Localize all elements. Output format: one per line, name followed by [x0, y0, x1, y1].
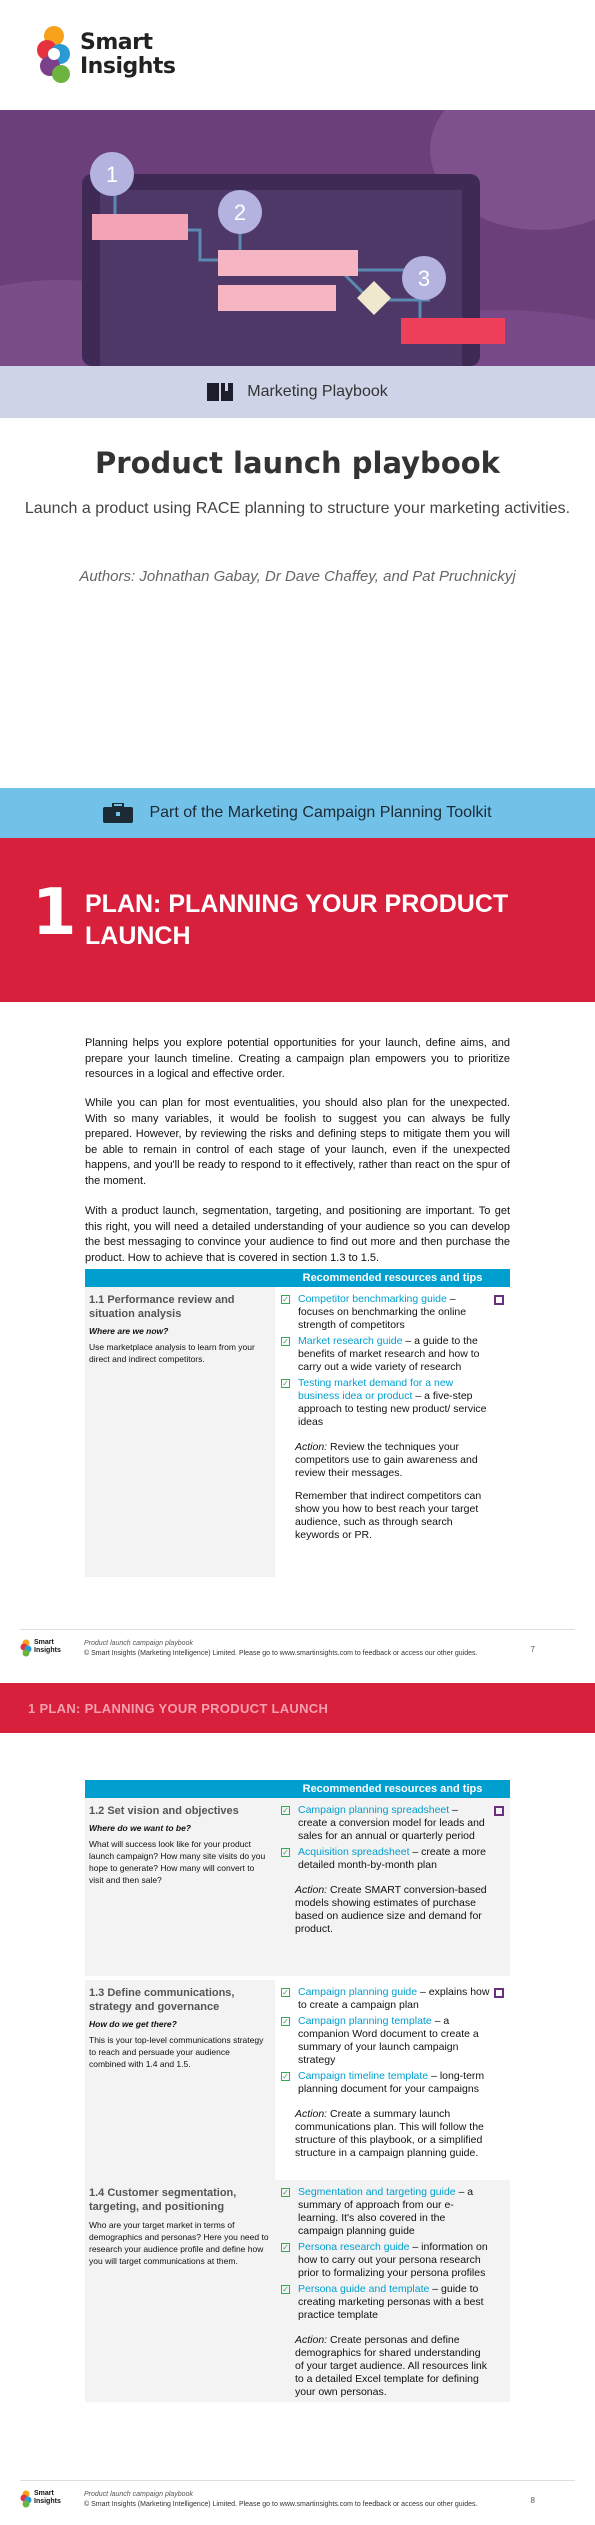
check-icon: ✓ [282, 2017, 289, 2026]
row-resources [275, 1980, 510, 2180]
row-title: 1.4 Customer segmentation, targeting, and positioning [89, 2187, 237, 2213]
row-title: 1.1 Performance review and situation analysis [89, 1294, 235, 1320]
row-question: How do we get there? [89, 2019, 177, 2029]
action-text: Action: Create personas and define demographics for shared understanding of your target audience. All resources link to a detailed Excel template for defining your own personas. [295, 2334, 488, 2398]
resource-link[interactable]: Campaign planning guide [298, 1986, 418, 1998]
resource-link[interactable]: Campaign timeline template [298, 2070, 429, 2082]
step-3-number: 3 [417, 266, 431, 291]
action-text: Action: Review the techniques your competitors use to gain awareness and review their messages. [295, 1441, 478, 1479]
list-item: ✓ Persona research guide – information on how to carry out your persona research prior to formalizing your persona profiles [282, 2241, 488, 2279]
toolkit-bar[interactable] [0, 788, 595, 838]
footer-text: Product launch campaign playbook © Smart Insights (Marketing Intelligence) Limited. Please go to www.smartinsights.com to feedback or access our other guides. [84, 2491, 478, 2508]
resource-link[interactable]: Campaign planning spreadsheet [298, 1804, 450, 1816]
checkbox-icon[interactable] [494, 1806, 504, 1816]
table-header-label: Recommended resources and tips [275, 1780, 510, 1798]
logo-mark-icon [34, 24, 74, 86]
list-item: ✓ Acquisition spreadsheet – create a more detailed month-by-month plan [282, 1846, 486, 1871]
header [0, 0, 595, 110]
logo-word-insights: Insights [80, 54, 176, 79]
resources-table-1 [85, 1269, 510, 1577]
paragraph-3: With a product launch, segmentation, targeting, and positioning are important. To get this right, you will need a detailed understanding of your audience so you can develop the best messaging to convince your audience to find out more and then purchase the product. How to achieve that is covered in section 1.3 to 1.5. [85, 1205, 510, 1264]
resource-link[interactable]: Persona guide and template [298, 2283, 430, 2295]
section-running-header [0, 1683, 595, 1733]
row-resources [275, 1287, 510, 1577]
paragraph-2: While you can plan for most eventualities, you should also plan for the unexpected. With so many variables, it would be foolish to suggest you can always be fully prepared. However, by reviewing the risks and defining steps to mitigate them you will be able to remain in control of each stage of your launch, even if the unexpected happens, and you'll be ready to respond to it effectively, rather than react on the spur of the moment. [85, 1097, 510, 1187]
page-footer [20, 1629, 575, 1657]
section-title: PLAN: PLANNING YOUR PRODUCT LAUNCH [85, 890, 509, 950]
step-2-number: 2 [233, 200, 247, 225]
row-description: Use marketplace analysis to learn from your direct and indirect competitors. [89, 1342, 255, 1364]
hero-graphic [0, 110, 595, 366]
list-item: ✓ Campaign planning spreadsheet – create a conversion model for leads and sales for an annual or quarterly period [282, 1804, 485, 1842]
section-number: 1 [32, 876, 77, 950]
footer-logo: Smart Insights [20, 1639, 61, 1655]
smart-insights-logo[interactable] [34, 24, 176, 86]
check-icon: ✓ [282, 2188, 289, 2197]
paragraph-1: Planning helps you explore potential opportunities for your launch, define aims, and prepare your launch timeline. Creating a campaign plan empowers you to prioritize resources in a logical and effective order. [85, 1037, 510, 1080]
row-resources [275, 1798, 510, 1976]
hero-illustration [0, 110, 595, 366]
list-item: ✓ Testing market demand for a new business idea or product – a five-step approach to testing new product/ service ideas [282, 1377, 487, 1428]
playbook-label-bar [0, 366, 595, 418]
list-item: ✓ Market research guide – a guide to the benefits of market research and how to carry out a wide variety of research [282, 1335, 480, 1373]
checkbox-icon[interactable] [494, 1988, 504, 1998]
section-heading-band [0, 838, 595, 1002]
row-description: What will success look like for your product launch campaign? How many site visits do you hope to generate? How many will convert to visit and then sale? [89, 1839, 266, 1885]
list-item: ✓ Campaign timeline template – long-term planning document for your campaigns [282, 2070, 485, 2095]
toolkit-label: Part of the Marketing Campaign Planning Toolkit [149, 804, 492, 821]
table-header-label: Recommended resources and tips [275, 1269, 510, 1287]
row-topic [85, 2180, 275, 2402]
tip-note: Remember that indirect competitors can show you how to best reach your target audience, such as through search keywords or PR. [295, 1490, 482, 1541]
row-question: Where do we want to be? [89, 1823, 192, 1833]
logo-word-smart: Smart [80, 30, 153, 55]
row-title: 1.2 Set vision and objectives [89, 1805, 239, 1817]
check-icon: ✓ [282, 1379, 289, 1388]
footer-logo-icon [20, 1639, 32, 1657]
row-topic [85, 1287, 275, 1577]
resource-link[interactable]: Competitor benchmarking guide [298, 1293, 447, 1305]
resource-link[interactable]: Segmentation and targeting guide [298, 2186, 456, 2198]
page-subtitle: Launch a product using RACE planning to structure your marketing activities. [24, 500, 571, 517]
table-row [85, 1980, 510, 2180]
checkbox-icon[interactable] [494, 1295, 504, 1305]
table-header [85, 1780, 510, 1798]
logo-wordmark [80, 31, 176, 79]
row-topic [85, 1980, 275, 2180]
action-text: Action: Create a summary launch communications plan. This will follow the structure of this playbook, or a simplified structure in a campaign planning guide. [295, 2108, 484, 2159]
table-row [85, 1287, 510, 1577]
list-item: ✓ Persona guide and template – guide to creating marketing personas with a best practice template [282, 2283, 484, 2321]
check-icon: ✓ [282, 1848, 289, 1857]
resource-link[interactable]: Market research guide [298, 1335, 403, 1347]
row-description: Who are your target market in terms of demographics and personas? Here you need to research your audience profile and define how you will target communications at them. [89, 2220, 269, 2266]
page-footer [20, 2480, 575, 2508]
resources-table-2 [85, 1780, 510, 2402]
row-resources [275, 2180, 510, 2402]
authors: Authors: Johnathan Gabay, Dr Dave Chaffey, and Pat Pruchnickyj [79, 568, 516, 585]
list-item: ✓ Campaign planning guide – explains how to create a campaign plan [282, 1986, 490, 2011]
resource-link[interactable]: Testing market demand for a new business idea or product [298, 1377, 454, 1402]
list-item: ✓ Campaign planning template – a companion Word document to create a summary of your launch campaign strategy [282, 2015, 479, 2066]
row-title: 1.3 Define communications, strategy and governance [89, 1987, 235, 2013]
check-icon: ✓ [282, 2072, 289, 2081]
table-row [85, 2180, 510, 2402]
check-icon: ✓ [282, 1337, 289, 1346]
briefcase-icon [103, 803, 133, 823]
check-icon: ✓ [282, 1988, 289, 1997]
table-header [85, 1269, 510, 1287]
resource-link[interactable]: Campaign planning template [298, 2015, 432, 2027]
action-text: Action: Create SMART conversion-based models showing estimates of purchase based on audience size and demand for product. [295, 1884, 487, 1935]
resource-link[interactable]: Acquisition spreadsheet [298, 1846, 410, 1858]
book-icon [207, 383, 233, 401]
footer-logo-icon [20, 2490, 32, 2508]
table-row [85, 1798, 510, 1976]
running-header-label: 1 PLAN: PLANNING YOUR PRODUCT LAUNCH [28, 1700, 329, 1716]
footer-text: Product launch campaign playbook © Smart Insights (Marketing Intelligence) Limited. Please go to www.smartinsights.com to feedback or access our other guides. [84, 1640, 478, 1657]
list-item: ✓ Segmentation and targeting guide – a summary of approach from our e-learning. It's also covered in the campaign planning guide [282, 2186, 474, 2237]
check-icon: ✓ [282, 2285, 289, 2294]
page-title: Product launch playbook [95, 446, 500, 480]
list-item: ✓ Competitor benchmarking guide – focuses on benchmarking the online strength of competitors [282, 1293, 467, 1331]
row-question: Where are we now? [89, 1326, 169, 1336]
step-1-number: 1 [105, 162, 119, 187]
row-description: This is your top-level communications strategy to reach and persuade your audience combined with 1.4 and 1.5. [89, 2035, 264, 2069]
row-topic [85, 1798, 275, 1976]
check-icon: ✓ [282, 1295, 289, 1304]
resource-link[interactable]: Persona research guide [298, 2241, 410, 2253]
check-icon: ✓ [282, 1806, 289, 1815]
page-number: 7 [530, 1645, 535, 1654]
playbook-label: Marketing Playbook [247, 383, 388, 400]
check-icon: ✓ [282, 2243, 289, 2252]
footer-logo: Smart Insights [20, 2490, 61, 2506]
page-number: 8 [530, 2496, 535, 2505]
